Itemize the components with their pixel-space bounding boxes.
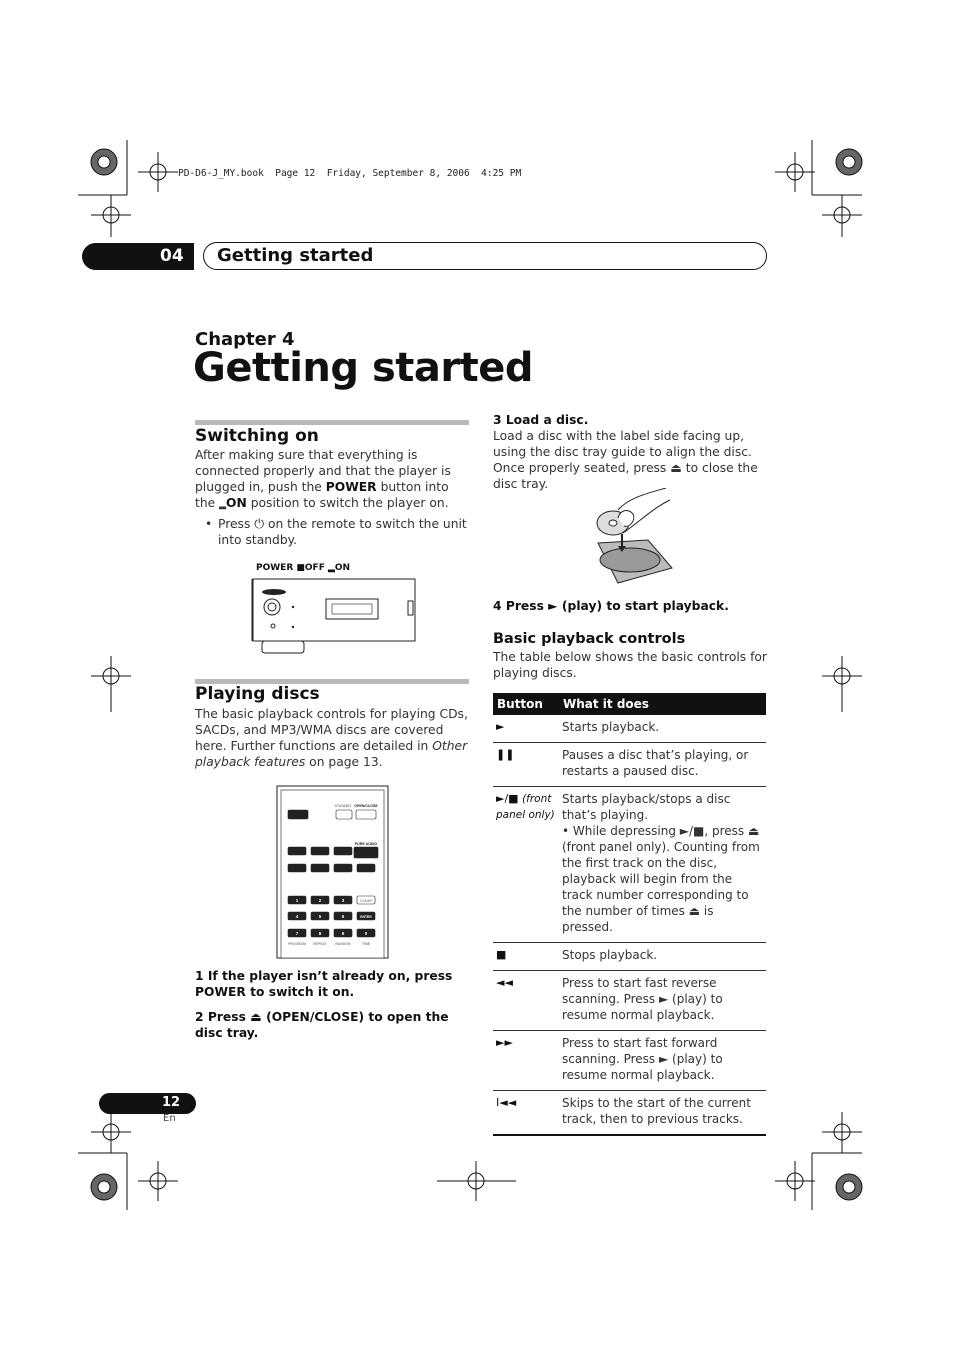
page-number-pill — [99, 1093, 196, 1114]
remote-digit: 9 — [341, 931, 345, 936]
button-symbol: ►► — [496, 1036, 513, 1049]
step-3-title: 3 Load a disc. — [493, 413, 589, 427]
remote-transport-button — [288, 864, 306, 872]
controls-table-wrap — [493, 693, 766, 1136]
remote-label-enter: ENTER — [360, 915, 372, 919]
button-symbol: ►/■ — [496, 792, 519, 805]
remote-digit: 2 — [318, 898, 322, 903]
section-rule — [195, 420, 469, 425]
button-cell — [493, 971, 559, 1031]
step-3-text: Load a disc with the label side facing up, using the disc tray guide to align the disc. Once properly seated, press ⏏ to close the disc tray. — [493, 429, 758, 491]
button-symbol: ■ — [496, 948, 507, 961]
page-number: 12 — [162, 1095, 181, 1110]
table-row — [493, 971, 766, 1031]
power-icon: ⏻ — [254, 517, 265, 531]
description-cell: Press to start fast forward scanning. Press ► (play) to resume normal playback. — [559, 1031, 766, 1091]
remote-label-clear: CLEAR — [360, 899, 372, 903]
chapter-label: Chapter 4 — [195, 329, 295, 350]
table-row — [493, 1031, 766, 1091]
remote-bottom-label: REPEAT — [313, 942, 327, 946]
remote-bottom-label: RANDOM — [335, 942, 351, 946]
basic-controls-heading: Basic playback controls — [493, 631, 686, 647]
remote-digit: 3 — [341, 898, 345, 903]
description-cell: Pauses a disc that’s playing, or restarts a paused disc. — [559, 743, 766, 787]
button-cell — [493, 1091, 559, 1136]
remote-digit: 4 — [295, 914, 299, 919]
table-row — [493, 943, 766, 971]
description-cell: Starts playback/stops a disc that’s playing. • While depressing ►/■, press ⏏ (front panel only). Counting from the first track on the disc, playback will begin from the track number corresponding to the number of times ⏏ is pressed. — [559, 787, 766, 943]
remote-digit: 6 — [341, 914, 345, 919]
header-title: Getting started — [217, 245, 374, 266]
remote-standby-button — [288, 810, 308, 819]
remote-bottom-label: TIME — [361, 942, 371, 946]
standby-bullet: • Press ⏻ on the remote to switch the unit into standby. — [205, 517, 467, 547]
remote-bottom-label: PROGRAM — [288, 942, 306, 946]
front-panel-illustration — [250, 576, 420, 658]
section-heading-playing-discs: Playing discs — [195, 684, 320, 704]
description-cell: Skips to the start of the current track, then to previous tracks. — [559, 1091, 766, 1136]
print-job-line: PD-D6-J_MY.book Page 12 Friday, September 8, 2006 4:25 PM — [178, 168, 522, 179]
power-figure-label: POWER ■OFF ▂ON — [256, 563, 351, 573]
button-cell — [493, 787, 559, 943]
remote-digit: 8 — [318, 931, 322, 936]
description-cell: Starts playback. — [559, 715, 766, 743]
button-symbol: ❚❚ — [496, 748, 515, 761]
description-cell: Stops playback. — [559, 943, 766, 971]
remote-control-illustration — [276, 785, 390, 959]
step-4-title: 4 Press ► (play) to start playback. — [493, 599, 729, 613]
page-language: En — [163, 1113, 176, 1124]
remote-transport-button — [334, 864, 352, 872]
button-cell — [493, 715, 559, 743]
button-symbol: ► — [496, 720, 505, 733]
remote-label-standby: STANDBY — [334, 804, 352, 808]
remote-pure-audio-button — [354, 847, 378, 858]
table-row — [493, 1091, 766, 1136]
remote-transport-button — [311, 847, 329, 855]
remote-label-pure-audio: PURE AUDIO — [354, 842, 378, 846]
basic-controls-intro: The table below shows the basic controls for playing discs. — [493, 650, 767, 680]
step-2: 2 Press ⏏ (OPEN/CLOSE) to open the disc tray. — [195, 1010, 449, 1040]
button-symbol: ◄◄ — [496, 976, 513, 989]
switching-on-text: After making sure that everything is connected properly and that the player is plugged in, push the POWER button into the ▂ON position to switch the player on. — [195, 448, 451, 510]
col-does-header: What it does — [559, 693, 766, 715]
controls-table — [493, 693, 766, 1136]
remote-transport-button — [334, 847, 352, 855]
playing-discs-text: The basic playback controls for playing CDs, SACDs, and MP3/WMA discs are covered here. Further functions are detailed in Other playback features on page 13. — [195, 707, 468, 769]
remote-transport-button — [311, 864, 329, 872]
remote-digit: 7 — [295, 931, 299, 936]
remote-digit: 1 — [295, 898, 299, 903]
remote-label-open-close: OPEN/CLOSE — [354, 804, 378, 808]
remote-transport-button — [357, 864, 375, 872]
table-row — [493, 787, 766, 943]
table-row — [493, 715, 766, 743]
button-symbol: I◄◄ — [496, 1096, 517, 1109]
chapter-number: 04 — [160, 246, 184, 266]
step-1: 1 If the player isn’t already on, press POWER to switch it on. — [195, 969, 453, 999]
remote-eject-button — [356, 810, 376, 819]
remote-digit: 5 — [318, 914, 322, 919]
remote-button — [336, 810, 352, 819]
section-heading-switching-on: Switching on — [195, 426, 319, 446]
button-note: (front panel only) — [496, 793, 555, 821]
description-cell: Press to start fast reverse scanning. Press ► (play) to resume normal playback. — [559, 971, 766, 1031]
page-title: Getting started — [193, 345, 533, 391]
remote-transport-button — [288, 847, 306, 855]
button-cell — [493, 1031, 559, 1091]
button-cell — [493, 743, 559, 787]
disc-loading-illustration — [588, 488, 674, 586]
button-cell — [493, 943, 559, 971]
col-button-header: Button — [493, 693, 559, 715]
table-row — [493, 743, 766, 787]
remote-digit: 0 — [364, 931, 368, 936]
